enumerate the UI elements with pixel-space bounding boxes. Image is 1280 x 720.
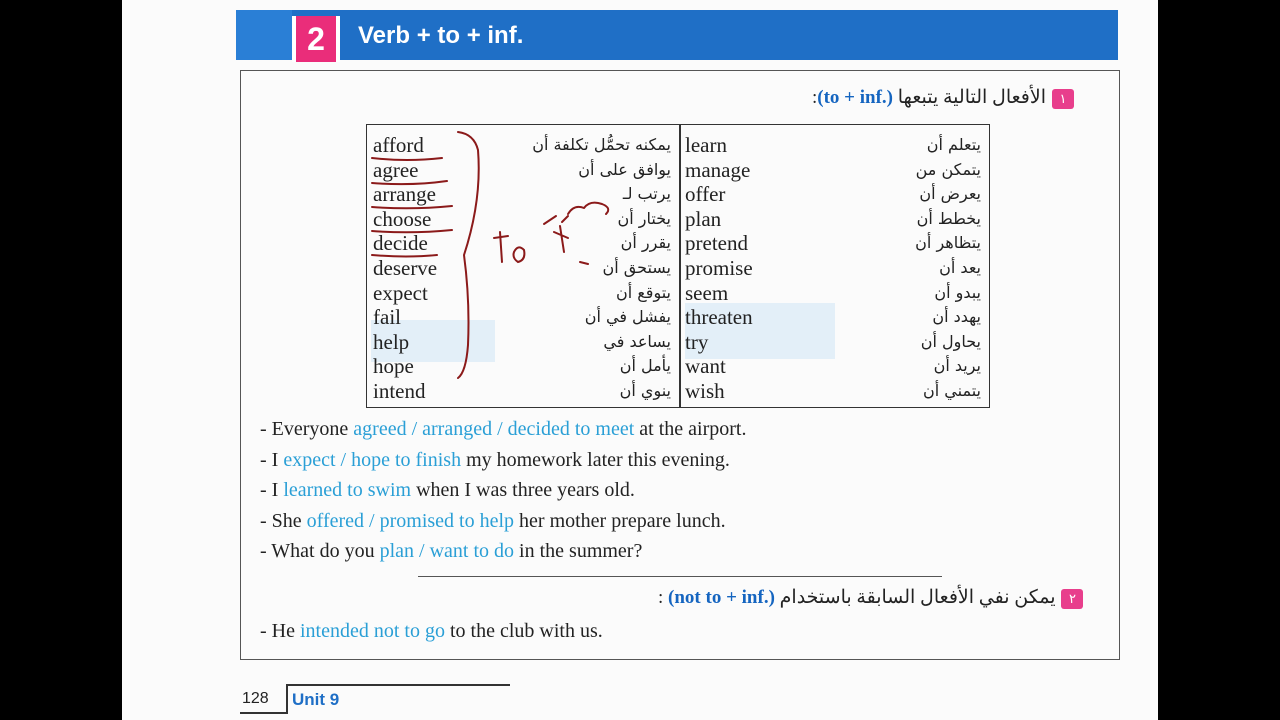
- verb-english: plan: [685, 206, 722, 231]
- rule-2-arabic: يمكن نفي الأفعال السابقة باستخدام: [779, 587, 1056, 608]
- rule-1-arabic: الأفعال التالية يتبعها: [897, 87, 1046, 108]
- example-pre: - Everyone: [260, 418, 354, 440]
- verb-english: decide: [373, 231, 428, 256]
- example-highlight: plan / want to do: [379, 540, 515, 562]
- rule-2-colon: :: [658, 587, 664, 608]
- rule-2-badge: ٢: [1061, 589, 1083, 609]
- rule-1-badge: ١: [1052, 89, 1074, 109]
- verb-arabic: يمكنه تحمُّل تكلفة أن: [532, 135, 671, 154]
- verb-english: promise: [685, 256, 753, 280]
- verb-table: [366, 124, 990, 408]
- rule-1: [812, 86, 1074, 109]
- verb-arabic: ينوي أن: [619, 381, 671, 400]
- unit-label: Unit 9: [292, 690, 340, 709]
- example-sentence: [260, 449, 730, 472]
- example-sentence: [260, 620, 603, 643]
- example-sentence: [260, 540, 642, 563]
- example-pre: - I: [260, 479, 284, 501]
- section-title: Verb + to + inf.: [358, 22, 524, 49]
- example-highlight: agreed / arranged / decided to meet: [353, 418, 635, 440]
- verb-arabic: يأمل أن: [619, 356, 671, 376]
- verb-arabic: يحاول أن: [920, 331, 981, 351]
- example-sentence: [260, 418, 746, 441]
- verb-english: learn: [685, 133, 727, 157]
- rule-1-colon: :: [812, 87, 818, 108]
- example-post: when I was three years old.: [411, 479, 635, 501]
- rule-2-english: (not to + inf.): [668, 587, 775, 608]
- example-pre: - I: [260, 448, 284, 471]
- verb-english: choose: [373, 206, 432, 231]
- verb-english: intend: [373, 379, 426, 403]
- rule-1-english: (to + inf.): [817, 87, 894, 108]
- verb-arabic: يرتب لـ: [622, 184, 671, 204]
- verb-arabic: يتوقع أن: [616, 282, 671, 302]
- verb-arabic: يختار أن: [617, 208, 671, 228]
- verb-arabic: يتظاهر أن: [915, 233, 981, 253]
- verb-arabic: يوافق على أن: [578, 159, 671, 179]
- verb-english: manage: [685, 157, 751, 182]
- verb-english: want: [685, 354, 726, 379]
- verb-arabic: يهدد أن: [932, 307, 981, 327]
- verb-arabic: يعرض أن: [919, 184, 981, 204]
- verb-arabic: يعد أن: [939, 258, 981, 277]
- verb-arabic: يبدو أن: [934, 282, 981, 302]
- example-post: at the airport.: [634, 418, 747, 440]
- example-highlight: learned to swim: [283, 479, 412, 501]
- example-sentence: [260, 510, 726, 533]
- example-post: to the club with us.: [444, 620, 603, 642]
- verb-arabic: يستحق أن: [602, 258, 671, 277]
- section-number: 2: [292, 16, 340, 62]
- verb-arabic: يفشل في أن: [584, 307, 671, 327]
- verb-arabic: يتعلم أن: [926, 135, 981, 154]
- verb-english: threaten: [685, 305, 753, 330]
- verb-english: try: [685, 329, 709, 354]
- verb-arabic: يساعد في: [603, 331, 671, 351]
- verb-english: wish: [685, 379, 725, 403]
- example-post: in the summer?: [514, 540, 643, 562]
- example-post: my homework later this evening.: [461, 448, 730, 471]
- separator-line: [418, 576, 942, 577]
- verb-english: afford: [373, 133, 424, 157]
- rule-2: [658, 586, 1083, 609]
- verb-english: seem: [685, 280, 729, 305]
- verb-arabic: يقرر أن: [620, 233, 671, 253]
- verb-english: agree: [373, 157, 419, 182]
- verb-arabic: يتمكن من: [915, 159, 981, 179]
- verb-arabic: يخطط أن: [916, 208, 981, 228]
- verb-english: hope: [373, 354, 414, 379]
- example-sentence: [260, 479, 635, 502]
- verb-english: pretend: [685, 231, 748, 256]
- example-post: her mother prepare lunch.: [514, 509, 726, 532]
- verb-english: fail: [373, 305, 401, 330]
- verb-english: deserve: [373, 256, 438, 280]
- table-divider: [679, 125, 681, 407]
- example-highlight: expect / hope to finish: [283, 448, 462, 471]
- footer-rule: [288, 684, 510, 686]
- verb-english: arrange: [373, 182, 436, 207]
- textbook-page: [122, 0, 1158, 720]
- example-highlight: intended not to go: [299, 620, 445, 642]
- verb-arabic: يتمني أن: [923, 381, 981, 400]
- example-pre: - He: [260, 620, 300, 642]
- verb-english: offer: [685, 182, 726, 207]
- verb-arabic: يريد أن: [933, 356, 981, 376]
- verb-english: help: [373, 329, 410, 354]
- verb-english: expect: [373, 280, 428, 305]
- example-highlight: offered / promised to help: [306, 509, 515, 532]
- page-number: 128: [242, 690, 269, 707]
- example-pre: - What do you: [260, 540, 380, 562]
- example-pre: - She: [260, 509, 307, 532]
- page-number-underline: [240, 712, 288, 714]
- footer-rule-vertical: [286, 684, 288, 714]
